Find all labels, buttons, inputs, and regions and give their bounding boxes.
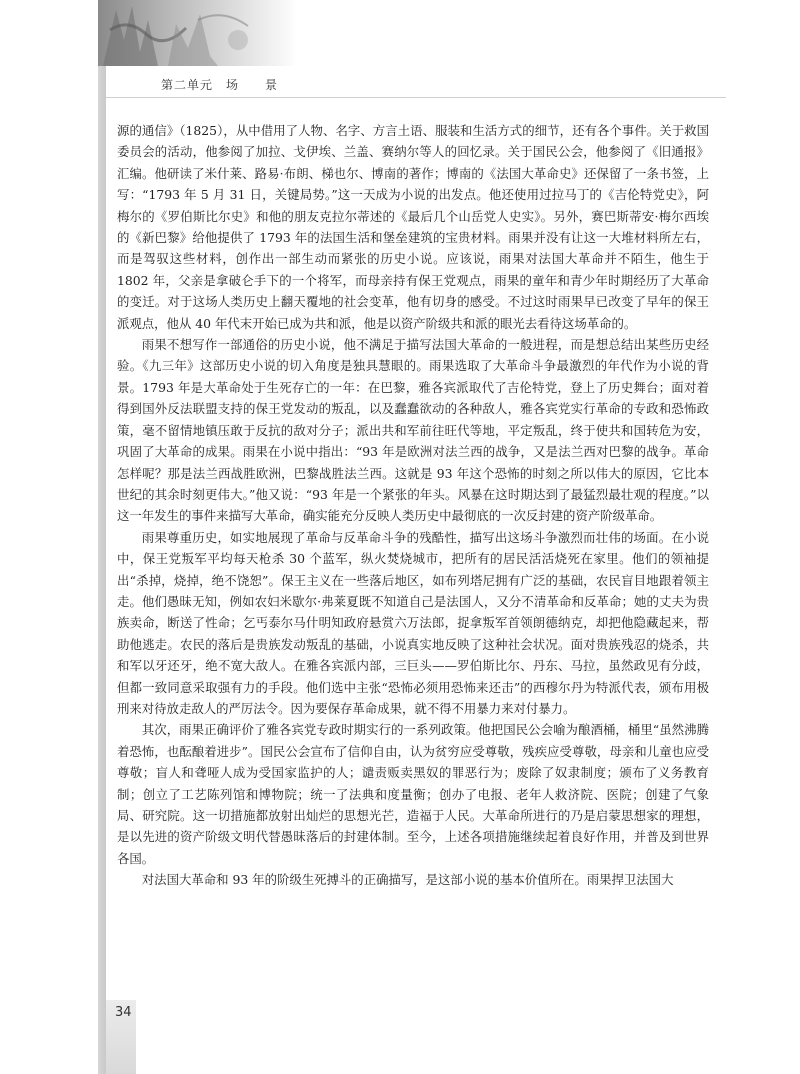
paragraph: 对法国大革命和 93 年的阶级生死搏斗的正确描写，是这部小说的基本价值所在。雨果捍卫法国大 xyxy=(141,872,674,888)
unit-title: 第二单元 场 景 xyxy=(161,78,279,92)
paragraph: 其次，雨果正确评价了雅各宾党专政时期实行的一系列政策。他把国民公会喻为酿酒桶，桶里“虽然沸腾着恐怖，也酝酿着进步”。国民公会宣布了信仰自由，认为贫穷应受尊敬，残疾应受尊敬，母亲和儿童也应受尊敬；盲人和聋哑人成为受国家监护的人；谴责贩卖黑奴的罪恶行为；废除了奴隶制度；颁布了义务教育制；创立了工艺陈列馆和博物院；统一了法典和度量衡；创办了电报、老年人救济院、医院；创建了气象局、研究院。这一切措施都放射出灿烂的思想光芒，造福于人民。大革命所进行的乃是启蒙思想家的理想，是以先进的资产阶级文明代替愚昧落后的封建体制。至今，上述各项措施继续起着良好作用，并普及到世界各国。 xyxy=(117,722,709,866)
header-divider xyxy=(106,97,726,98)
header-decorative-image xyxy=(98,0,298,66)
page-number: 34 xyxy=(115,1005,132,1020)
paragraph: 雨果尊重历史，如实地展现了革命与反革命斗争的残酷性，描写出这场斗争激烈而壮伟的场面。在小说中，保王党叛军平均每天枪杀 30 个蓝军，纵火焚烧城市，把所有的居民活活烧死在家里。他们的领袖提出“杀掉，烧掉，绝不饶恕”。保王主义在一些落后地区，如布列塔尼拥有广泛的基础，农民盲目地跟着领主走。他们愚昧无知，例如农妇米歇尔·弗莱夏既不知道自己是法国人，又分不清革命和反革命；她的丈夫为贵族卖命，断送了性命；乞丐泰尔马什明知政府悬赏六万法郎，捉拿叛军首领朗德纳克，却把他隐藏起来，帮助他逃走。农民的落后是贵族发动叛乱的基础，小说真实地反映了这种社会状况。面对贵族残忍的烧杀，共和军以牙还牙，绝不宽大敌人。在雅各宾派内部，三巨头——罗伯斯比尔、丹东、马拉，虽然政见有分歧，但都一致同意采取强有力的手段。他们选中主张“恐怖必须用恐怖来还击”的西穆尔丹为特派代表，颁布用极刑来对待放走敌人的严厉法令。因为要保存革命成果，就不得不用暴力来对付暴力。 xyxy=(117,529,709,716)
paragraph: 源的通信》（1825），从中借用了人物、名字、方言土语、服装和生活方式的细节，还有各个事件。关于救国委员会的活动，他参阅了加拉、戈伊埃、兰盖、赛纳尔等人的回忆录。关于国民公会，他参阅了《旧通报》汇编。他研读了米什莱、路易·布朗、梯也尔、博南的著作；博南的《法国大革命史》还保留了一条书签，上写：“1793 年 5 月 31 日，关键局势。”这一天成为小说的出发点。他还使用过拉马丁的《吉伦特党史》，阿梅尔的《罗伯斯比尔史》和他的朋友克拉尔蒂述的《最后几个山岳党人史实》。另外，赛巴斯蒂安·梅尔西埃的《新巴黎》给他提供了 1793 年的法国生活和堡垒建筑的宝贵材料。雨果并没有让这一大堆材料所左右，而是驾驭这些材料，创作出一部生动而紧张的历史小说。应该说，雨果对法国大革命并不陌生，他生于 1802 年，父亲是拿破仑手下的一个将军，而母亲持有保王党观点，雨果的童年和青少年时期经历了大革命的变迁。对于这场人类历史上翻天覆地的社会变革，他有切身的感受。不过这时雨果早已改变了早年的保王派观点，他从 40 年代末开始已成为共和派，他是以资产阶级共和派的眼光去看待这场革命的。 xyxy=(117,123,709,331)
paragraph: 雨果不想写作一部通俗的历史小说，他不满足于描写法国大革命的一般进程，而是想总结出某些历史经验。《九三年》这部历史小说的切入角度是独具慧眼的。雨果选取了大革命斗争最激烈的年代作为小说的背景。1793 年是大革命处于生死存亡的一年：在巴黎，雅各宾派取代了吉伦特党，登上了历史舞台；面对着得到国外反法联盟支持的保王党发动的叛乱，以及蠢蠢欲动的各种敌人，雅各宾党实行革命的专政和恐怖政策，毫不留情地镇压敢于反抗的敌对分子；派出共和军前往旺代等地，平定叛乱，终于使共和国转危为安，巩固了大革命的成果。雨果在小说中指出：“93 年是欧洲对法兰西的战争，又是法兰西对巴黎的战争。革命怎样呢？那是法兰西战胜欧洲，巴黎战胜法兰西。这就是 93 年这个恐怖的时刻之所以伟大的原因，它比本世纪的其余时刻更伟大。”他又说：“93 年是一个紧张的年头。风暴在这时期达到了最猛烈最壮观的程度。”以这一年发生的事件来描写大革命，确实能充分反映人类历史中最彻底的一次反封建的资产阶级革命。 xyxy=(117,337,709,524)
left-margin-strip xyxy=(98,0,106,1074)
article-body xyxy=(117,120,709,891)
